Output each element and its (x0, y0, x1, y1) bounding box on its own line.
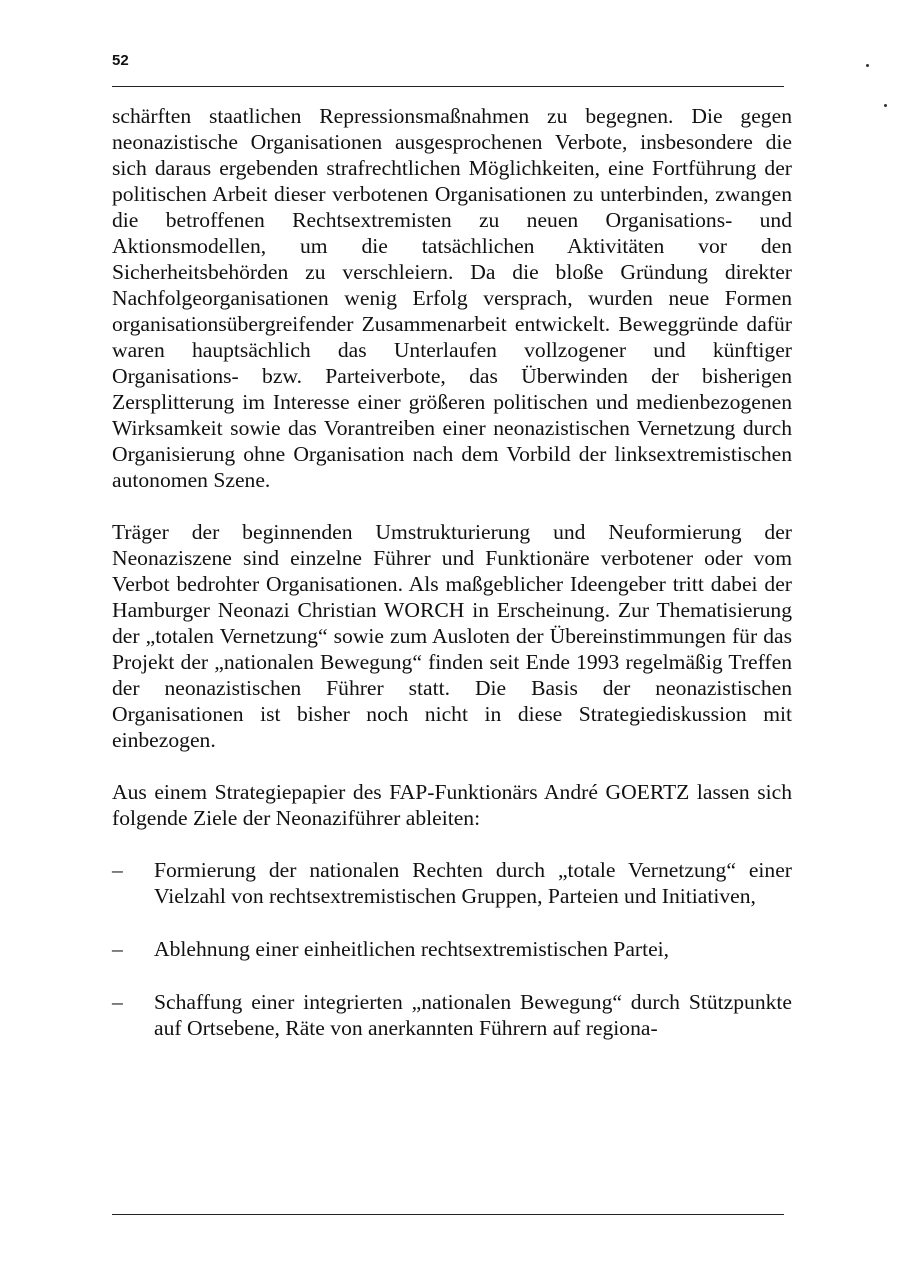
scan-speck (884, 104, 887, 107)
header-rule (112, 86, 784, 87)
list-item (112, 989, 792, 1041)
list-item-text: Ablehnung einer einheitlichen rechtsextremistischen Partei, (154, 937, 670, 961)
dash-marker: – (112, 990, 123, 1014)
list-item-text: Schaffung einer integrierten „nationalen Bewegung“ durch Stützpunkte auf Ortsebene, Räte von anerkannten Führern auf regiona- (154, 990, 792, 1040)
paragraph: schärften staatlichen Repressionsmaßnahmen zu begegnen. Die gegen neonazistische Organisationen ausgesprochenen Verbote, insbesondere die sich daraus ergebenden strafrechtlichen Möglichkeiten, eine Fortführung der politischen Arbeit dieser verbotenen Organisationen zu unterbinden, zwangen die betroffenen Rechtsextremisten zu neuen Organisations- und Aktionsmodellen, um die tatsächlichen Aktivitäten vor den Sicherheitsbehörden zu verschleiern. Da die bloße Gründung direkter Nachfolgeorganisationen wenig Erfolg versprach, wurden neue Formen organisationsübergreifender Zusammenarbeit entwickelt. Beweggründe dafür waren hauptsächlich das Unterlaufen vollzogener und künftiger Organisations- bzw. Parteiverbote, das Überwinden der bisherigen Zersplitterung im Interesse einer größeren politischen und medienbezogenen Wirksamkeit sowie das Vorantreiben einer neonazistischen Vernetzung durch Organisierung ohne Organisation nach dem Vorbild der linksextremistischen autonomen Szene. (112, 104, 792, 492)
list-item (112, 857, 792, 909)
list-item-text: Formierung der nationalen Rechten durch „totale Vernetzung“ einer Vielzahl von rechtsextremistischen Gruppen, Parteien und Initiativen, (154, 858, 792, 908)
page-number: 52 (112, 52, 129, 69)
footer-rule (112, 1214, 784, 1215)
list-item (112, 936, 792, 962)
paragraph: Träger der beginnenden Umstrukturierung und Neuformierung der Neonaziszene sind einzelne Führer und Funktionäre verbotener oder vom Verbot bedrohter Organisationen. Als maßgeblicher Ideengeber tritt dabei der Hamburger Neonazi Christian WORCH in Erscheinung. Zur Thematisierung der „totalen Vernetzung“ sowie zum Ausloten der Übereinstimmungen für das Projekt der „nationalen Bewegung“ finden seit Ende 1993 regelmäßig Treffen der neonazistischen Führer statt. Die Basis der neonazistischen Organisationen ist bisher noch nicht in diese Strategiediskussion mit einbezogen. (112, 520, 792, 752)
goals-list (112, 857, 792, 1041)
body-text (112, 103, 792, 1068)
dash-marker: – (112, 937, 123, 961)
paragraph: Aus einem Strategiepapier des FAP-Funktionärs André GOERTZ lassen sich folgende Ziele der Neonaziführer ableiten: (112, 780, 792, 830)
scan-speck (866, 64, 869, 67)
dash-marker: – (112, 858, 123, 882)
